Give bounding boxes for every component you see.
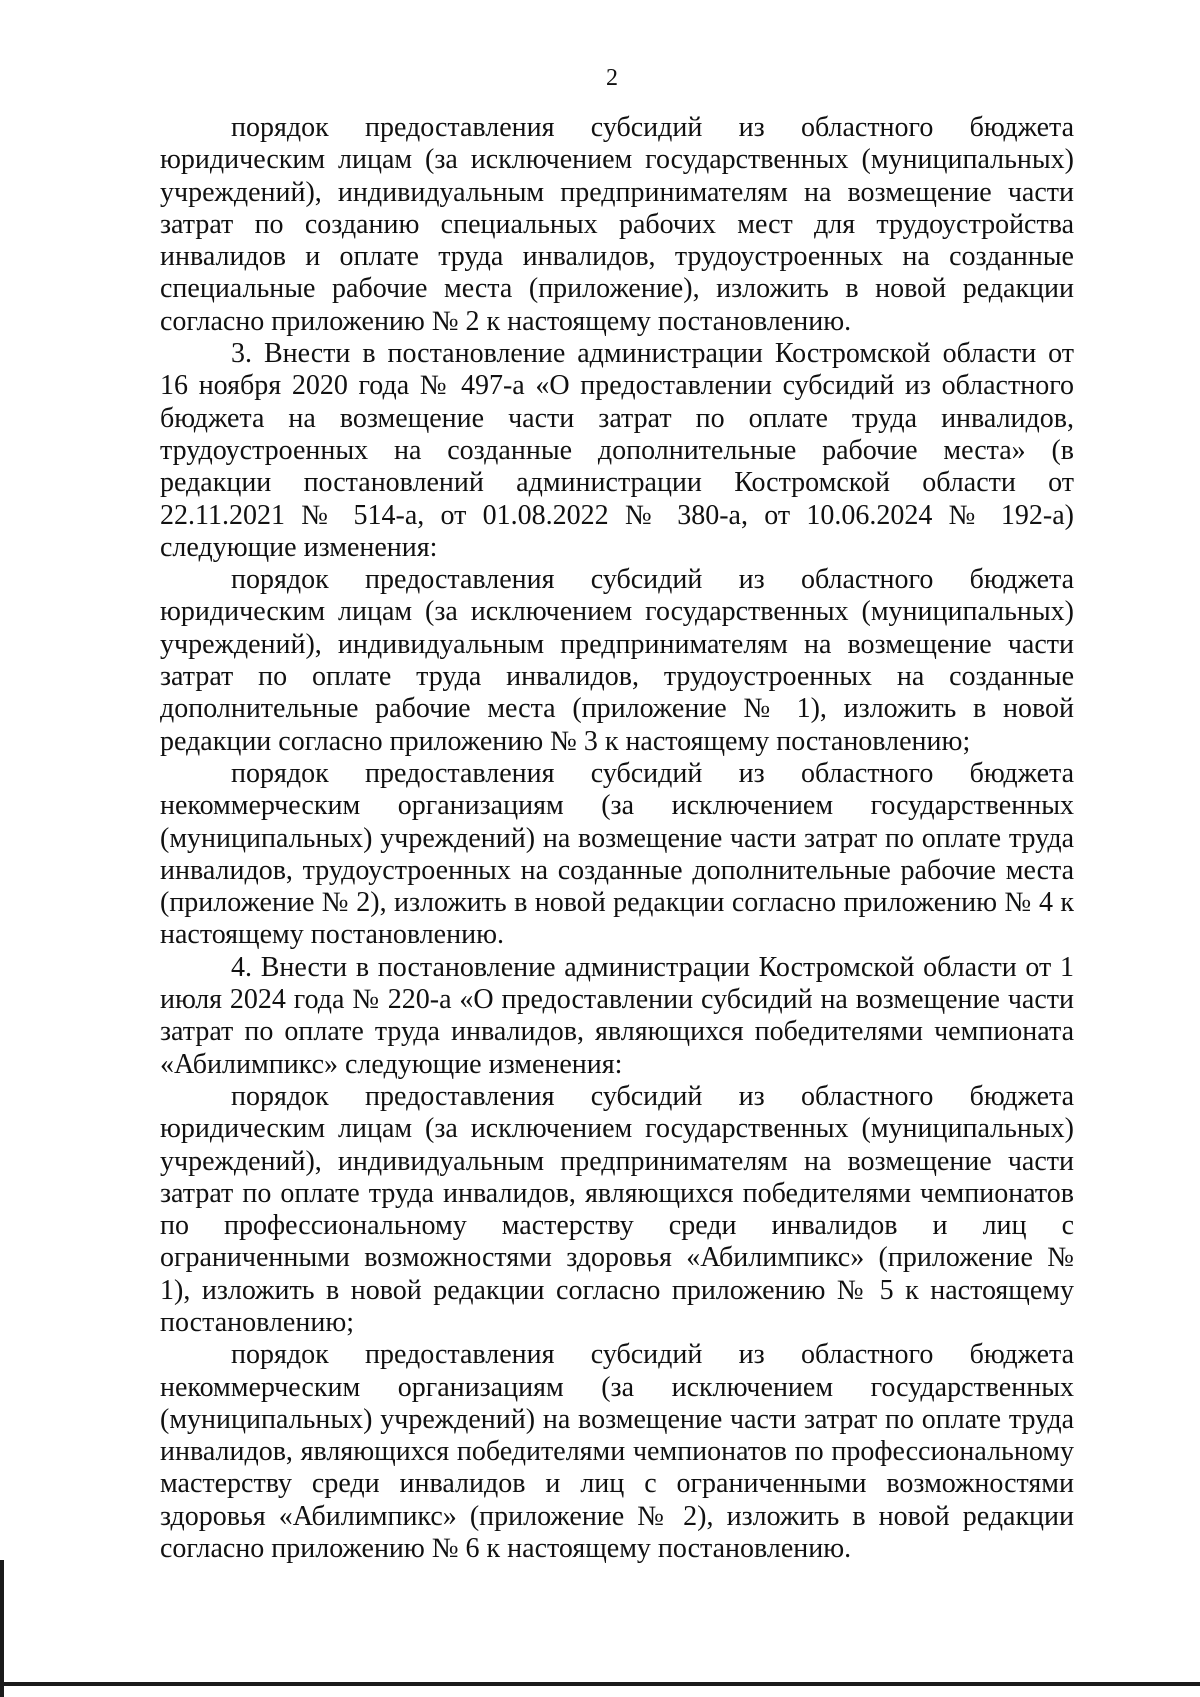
paragraph-order-legal-entities-abilympics: порядок предоставления субсидий из областного бюджета юридическим лицам (за исключением государственных (муниципальных) учреждений), индивидуальным предпринимателям на возмещение части затрат по оплате труда инвалидов, являющихся победителями чемпионатов по профессиональному мастерству среди инвалидов и лиц с ограниченными возможностями здоровья «Абилимпикс» (приложение № 1), изложить в новой редакции согласно приложению № 5 к настоящему постановлению;: [160, 1080, 1074, 1338]
document-body: [160, 112, 1074, 1565]
scan-bottom-border: [0, 1682, 1200, 1697]
paragraph-item-3: 3. Внести в постановление администрации Костромской области от 16 ноября 2020 года № 497-а «О предоставлении субсидий из областного бюджета на возмещение части затрат по оплате труда инвалидов, трудоустроенных на созданные дополнительные рабочие места» (в редакции постановлений администрации Костромской области от 22.11.2021 № 514-а, от 01.08.2022 № 380-а, от 10.06.2024 № 192-а) следующие изменения:: [160, 338, 1074, 563]
scan-left-edge: [0, 1560, 4, 1697]
paragraph-order-nonprofits-abilympics: порядок предоставления субсидий из областного бюджета некоммерческим организациям (за исключением государственных (муниципальных) учреждений) на возмещение части затрат по оплате труда инвалидов, являющихся победителями чемпионатов по профессиональному мастерству среди инвалидов и лиц с ограниченными возможностями здоровья «Абилимпикс» (приложение № 2), изложить в новой редакции согласно приложению № 6 к настоящему постановлению.: [160, 1339, 1074, 1565]
paragraph-item-4: 4. Внести в постановление администрации Костромской области от 1 июля 2024 года № 220-а «О предоставлении субсидий на возмещение части затрат по оплате труда инвалидов, являющихся победителями чемпионата «Абилимпикс» следующие изменения:: [160, 951, 1074, 1080]
paragraph-order-special-workplaces: порядок предоставления субсидий из областного бюджета юридическим лицам (за исключением государственных (муниципальных) учреждений), индивидуальным предпринимателям на возмещение части затрат по созданию специальных рабочих мест для трудоустройства инвалидов и оплате труда инвалидов, трудоустроенных на созданные специальные рабочие места (приложение), изложить в новой редакции согласно приложению № 2 к настоящему постановлению.: [160, 112, 1074, 337]
paragraph-order-nonprofits-additional-workplaces: порядок предоставления субсидий из областного бюджета некоммерческим организациям (за исключением государственных (муниципальных) учреждений) на возмещение части затрат по оплате труда инвалидов, трудоустроенных на созданные дополнительные рабочие места (приложение № 2), изложить в новой редакции согласно приложению № 4 к настоящему постановлению.: [160, 757, 1074, 951]
paragraph-order-legal-entities-additional-workplaces: порядок предоставления субсидий из областного бюджета юридическим лицам (за исключением государственных (муниципальных) учреждений), индивидуальным предпринимателям на возмещение части затрат по оплате труда инвалидов, трудоустроенных на созданные дополнительные рабочие места (приложение № 1), изложить в новой редакции согласно приложению № 3 к настоящему постановлению;: [160, 564, 1074, 757]
page-number: 2: [606, 65, 618, 91]
